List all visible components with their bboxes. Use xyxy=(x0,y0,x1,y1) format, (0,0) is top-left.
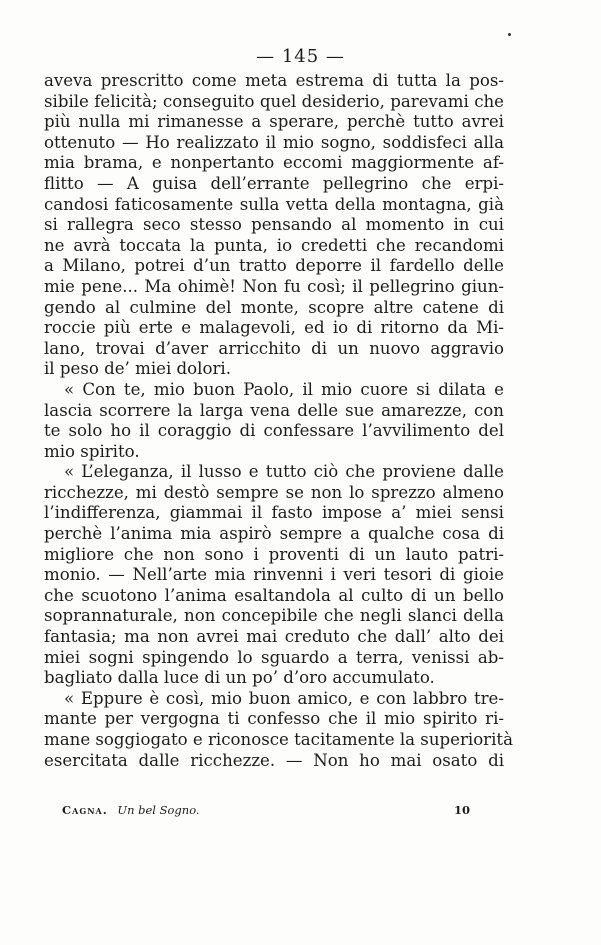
text-line: perchè l’anima mia aspirò sempre a qualche cosa di xyxy=(44,524,504,544)
text-line: flitto — A guisa dell’errante pellegrino che erpi- xyxy=(44,173,504,193)
signature-mark xyxy=(62,803,200,817)
text-line: mane soggiogato e riconosce tacitamente la superiorità xyxy=(44,730,513,749)
text-line: « Eppure è così, mio buon amico, e con labbro tre- xyxy=(64,688,504,708)
text-line: aveva prescritto come meta estrema di tutta la pos- xyxy=(44,71,504,90)
text-line: mio spirito. xyxy=(44,441,140,461)
text-line: mie pene... Ma ohimè! Non fu così; il pellegrino giun- xyxy=(44,276,504,296)
text-line: « L’eleganza, il lusso e tutto ciò che proviene dalle xyxy=(64,462,504,482)
text-line: ne avrà toccata la punta, io credetti che recandomi xyxy=(44,235,504,255)
text-line: lano, trovai d’aver arricchito di un nuovo aggravio xyxy=(44,338,504,358)
text-line: candosi faticosamente sulla vetta della montagna, già xyxy=(44,194,504,214)
page-footer xyxy=(62,803,470,817)
print-speck xyxy=(508,33,511,36)
text-line: soprannaturale, non concepibile che negli slanci della xyxy=(44,606,504,626)
text-line: esercitata dalle ricchezze. — Non ho mai osato di xyxy=(44,750,504,770)
text-line: monio. — Nell’arte mia rinvenni i veri tesori di gioie xyxy=(44,565,504,585)
text-line: ricchezze, mi destò sempre se non lo sprezzo almeno xyxy=(44,482,504,502)
text-line: si rallegra seco stesso pensando al momento in cui xyxy=(44,215,504,235)
text-line: a Milano, potrei d’un tratto deporre il fardello delle xyxy=(44,256,504,276)
text-line: miei sogni spingendo lo sguardo a terra, venissi ab- xyxy=(44,647,504,667)
text-line: lascia scorrere la larga vena delle sue amarezze, con xyxy=(44,400,504,420)
body-text xyxy=(44,71,513,771)
signature-number: 10 xyxy=(453,803,470,817)
text-line: ottenuto — Ho realizzato il mio sogno, soddisfeci alla xyxy=(44,132,504,152)
text-line: fantasia; ma non avrei mai creduto che dall’ alto dei xyxy=(44,627,504,647)
footer-author: Cagna. xyxy=(62,803,108,817)
text-line: mante per vergogna ti confesso che il mio spirito ri- xyxy=(44,709,504,729)
text-line: l’indifferenza, giammai il fasto impose a’ miei sensi xyxy=(44,503,504,523)
text-line: « Con te, mio buon Paolo, il mio cuore si dilata e xyxy=(64,379,504,399)
text-line: gendo al culmine del monte, scopre altre catene di xyxy=(44,297,504,317)
text-line: che scuotono l’anima esaltandola al culto di un bello xyxy=(44,585,504,605)
footer-title: Un bel Sogno. xyxy=(117,803,200,817)
text-line: il peso de’ miei dolori. xyxy=(44,359,231,379)
text-line: te solo ho il coraggio di confessare l’avvilimento del xyxy=(44,421,504,441)
text-line: bagliato dalla luce di un po’ d’oro accumulato. xyxy=(44,668,435,688)
text-line: mia brama, e nonpertanto eccomi maggiormente af- xyxy=(44,153,504,173)
text-line: migliore che non sono i proventi di un lauto patri- xyxy=(44,544,504,564)
page-number: — 145 — xyxy=(256,46,345,67)
text-line: più nulla mi rimanesse a sperare, perchè tutto avrei xyxy=(44,112,504,132)
text-line: sibile felicità; conseguito quel desiderio, parevami che xyxy=(44,91,504,111)
text-line: roccie più erte e malagevoli, ed io di ritorno da Mi- xyxy=(44,318,504,338)
